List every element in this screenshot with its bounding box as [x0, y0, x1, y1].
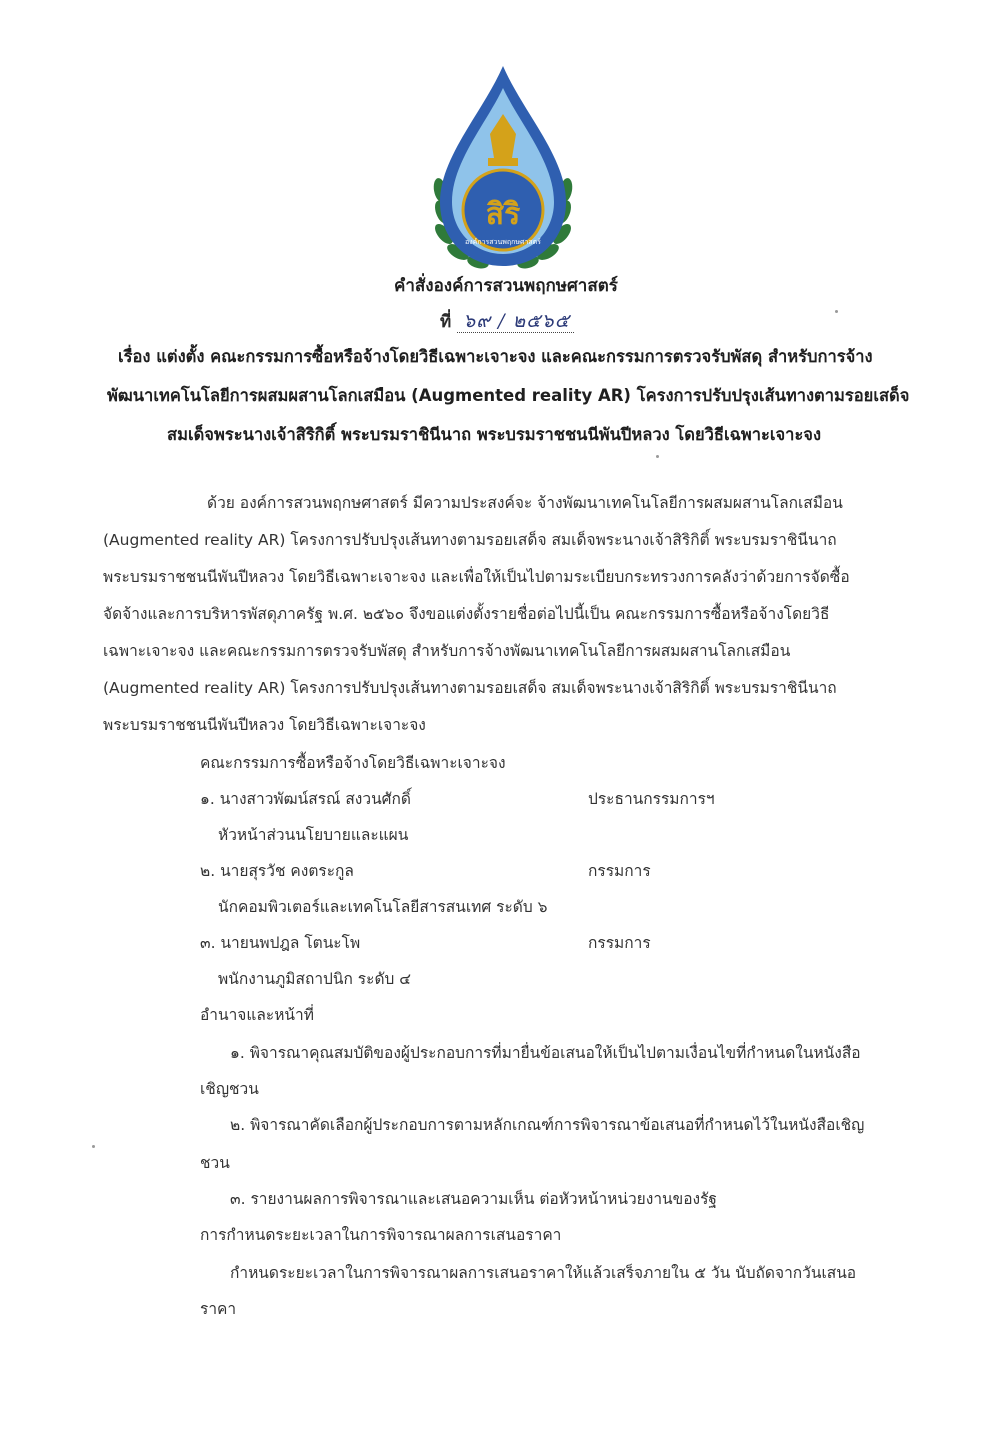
subject-line: เรื่อง แต่งตั้ง คณะกรรมการซื้อหรือจ้างโดยวิธีเฉพาะเจาะจง และคณะกรรมการตรวจรับพัสดุ สำหรับการจ้าง: [118, 347, 873, 366]
svg-text:สิริ: สิริ: [485, 197, 521, 232]
intro-line: พระบรมราชชนนีพันปีหลวง โดยวิธีเฉพาะเจาะจง และเพื่อให้เป็นไปตามระเบียบกระทรวงการคลังว่าด้วยการจัดซื้อ: [103, 568, 850, 586]
intro-line: ด้วย องค์การสวนพฤกษศาสตร์ มีความประสงค์จะ จ้างพัฒนาเทคโนโลยีการผสมผสานโลกเสมือน: [207, 494, 843, 512]
member-name: ๓. นายนพปฎล โตนะโพ: [200, 934, 361, 952]
scan-speck: [92, 1145, 95, 1148]
intro-line: (Augmented reality AR) โครงการปรับปรุงเส้นทางตามรอยเสด็จ สมเด็จพระนางเจ้าสิริกิติ์ พระบรมราชินีนาถ: [103, 679, 837, 697]
member-name: ๒. นายสุรวัช คงตระกูล: [200, 862, 354, 880]
duties-heading: อำนาจและหน้าที่: [200, 1006, 314, 1024]
duty-item-line: เชิญชวน: [200, 1080, 259, 1098]
timeframe-heading: การกำหนดระยะเวลาในการพิจารณาผลการเสนอราคา: [200, 1226, 562, 1244]
timeframe-line: กำหนดระยะเวลาในการพิจารณาผลการเสนอราคาให้แล้วเสร็จภายใน ๕ วัน นับถัดจากวันเสนอ: [230, 1264, 857, 1282]
timeframe-line: ราคา: [200, 1300, 237, 1318]
svg-text:องค์การสวนพฤกษศาสตร์: องค์การสวนพฤกษศาสตร์: [465, 238, 541, 246]
order-prefix: ที่: [440, 312, 452, 332]
intro-line: เฉพาะเจาะจง และคณะกรรมการตรวจรับพัสดุ สำหรับการจ้างพัฒนาเทคโนโลยีการผสมผสานโลกเสมือน: [103, 642, 791, 660]
member-name: ๑. นางสาวพัฒน์สรณ์ สงวนศักดิ์: [200, 790, 411, 808]
member-role: ประธานกรรมการฯ: [588, 790, 715, 808]
order-title: คำสั่งองค์การสวนพฤกษศาสตร์: [394, 276, 618, 296]
duty-item-line: ๒. พิจารณาคัดเลือกผู้ประกอบการตามหลักเกณฑ์การพิจารณาข้อเสนอที่กำหนดไว้ในหนังสือเชิญ: [230, 1116, 865, 1134]
subject-line: พัฒนาเทคโนโลยีการผสมผสานโลกเสมือน (Augmented reality AR) โครงการปรับปรุงเส้นทางตามรอยเสด็จ: [107, 386, 910, 405]
member-role: กรรมการ: [588, 862, 651, 880]
order-number-line: [440, 306, 574, 336]
member-position: พนักงานภูมิสถาปนิก ระดับ ๔: [218, 970, 412, 988]
member-position: หัวหน้าส่วนนโยบายและแผน: [218, 826, 409, 844]
intro-line: จัดจ้างและการบริหารพัสดุภาครัฐ พ.ศ. ๒๕๖๐ จึงขอแต่งตั้งรายชื่อต่อไปนี้เป็น คณะกรรมการซื้อหรือจ้างโดยวิธี: [103, 605, 830, 623]
duty-item-line: ๑. พิจารณาคุณสมบัติของผู้ประกอบการที่มายื่นข้อเสนอให้เป็นไปตามเงื่อนไขที่กำหนดในหนังสือ: [230, 1044, 861, 1062]
duty-item-line: ชวน: [200, 1154, 230, 1172]
intro-line: พระบรมราชชนนีพันปีหลวง โดยวิธีเฉพาะเจาะจง: [103, 716, 426, 734]
order-number: ๖๙ / ๒๕๖๕: [457, 310, 574, 333]
scan-speck: [656, 455, 659, 458]
committee-heading: คณะกรรมการซื้อหรือจ้างโดยวิธีเฉพาะเจาะจง: [200, 754, 506, 772]
organization-seal-logo: [428, 62, 578, 272]
subject-line: สมเด็จพระนางเจ้าสิริกิติ์ พระบรมราชินีนาถ พระบรมราชชนนีพันปีหลวง โดยวิธีเฉพาะเจาะจง: [167, 425, 822, 444]
duty-item-line: ๓. รายงานผลการพิจารณาและเสนอความเห็น ต่อหัวหน้าหน่วยงานของรัฐ: [230, 1190, 717, 1208]
member-role: กรรมการ: [588, 934, 651, 952]
intro-line: (Augmented reality AR) โครงการปรับปรุงเส้นทางตามรอยเสด็จ สมเด็จพระนางเจ้าสิริกิติ์ พระบรมราชินีนาถ: [103, 531, 837, 549]
member-position: นักคอมพิวเตอร์และเทคโนโลยีสารสนเทศ ระดับ ๖: [218, 898, 548, 916]
scan-speck: [835, 310, 838, 313]
